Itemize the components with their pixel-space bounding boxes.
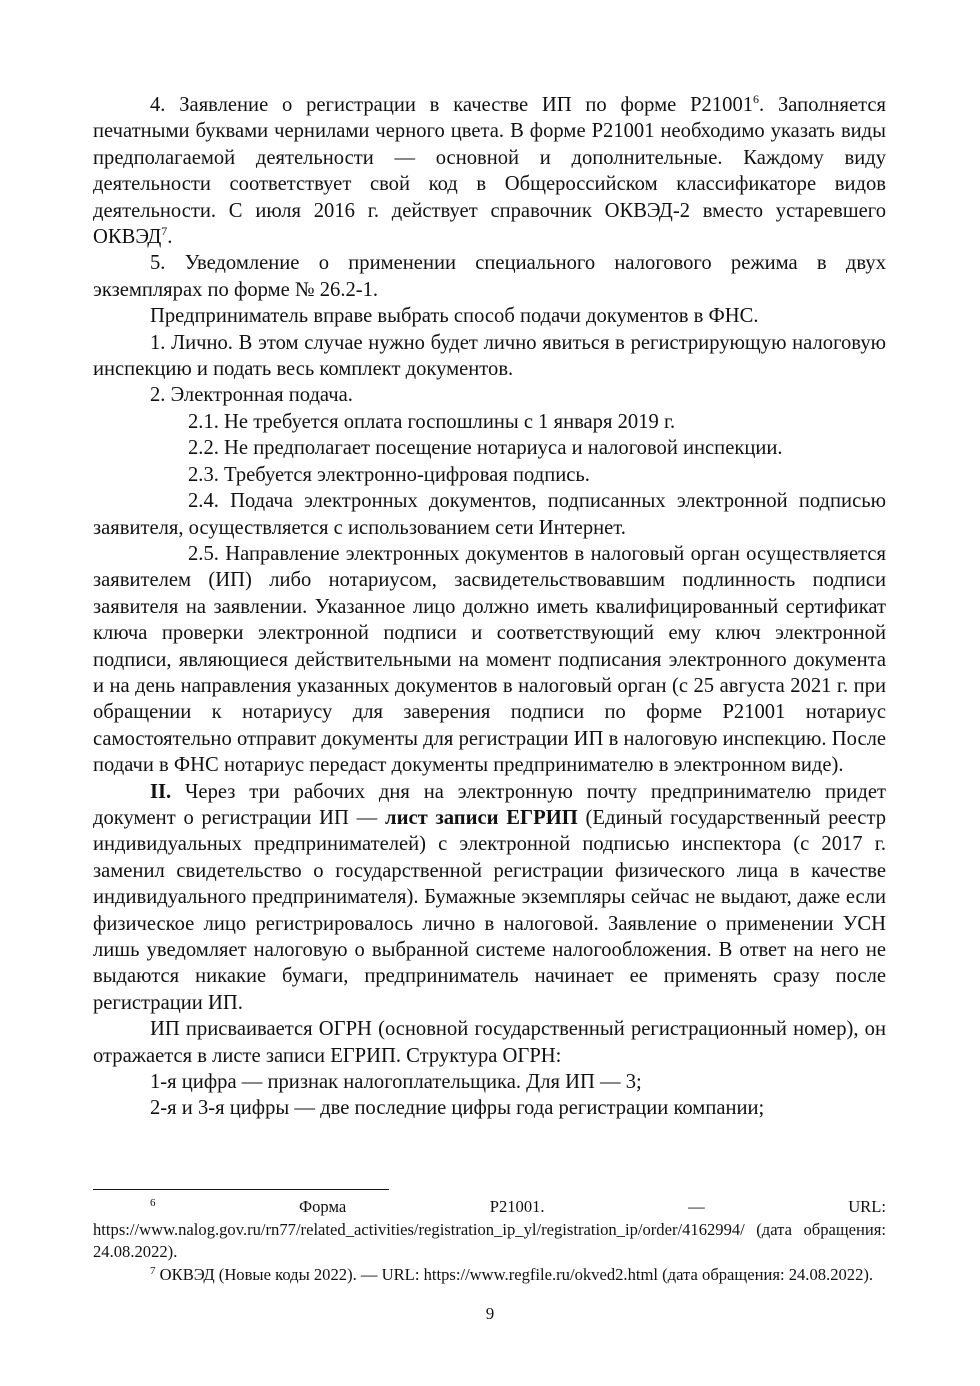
paragraph-2-3: 2.3. Требуется электронно-цифровая подпись. <box>188 463 590 486</box>
footnote-6: $^6$ Форма Р21001. — URL: https://www.nalog.gov.ru/rn77/related_activities/registration_ip_yl/registration_ip/order/4162994/ (дата обращения: 24.08.2022). <box>93 1197 886 1262</box>
footnote-7: $^7$ ОКВЭД (Новые коды 2022). — URL: https://www.regfile.ru/okved2.html (дата обращения: 24.08.2022). <box>150 1264 874 1284</box>
footnote-ref-7[interactable]: 7 <box>161 224 168 239</box>
paragraph-2-1: 2.1. Не требуется оплата госпошлины с 1 января 2019 г. <box>188 410 676 433</box>
footnote-6-text[interactable]: Форма Р21001. — URL: https://www.nalog.gov.ru/rn77/related_activities/registration_ip_yl/registration_ip/order/4162994/ (дата обращения: 24.08.2022). <box>93 1197 886 1262</box>
egrip-term: лист записи ЕГРИП <box>385 806 578 829</box>
paragraph-form-p21001: 4. Заявление о регистрации в качестве ИП по форме Р21001$^6$. Заполняется печатными буквами чернилами черного цвета. В форме Р21001 необходимо указать виды предполагаемой деятельности — основной и дополнительные. Каждому виду деятельности соответствует свой код в Общероссийском классификаторе видов деятельности. С июля 2016 г. действует справочник ОКВЭД-2 вместо устаревшего ОКВЭД$^7$. <box>93 92 886 249</box>
paragraph-electronic: 2. Электронная подача. <box>150 384 353 407</box>
main-text <box>93 92 886 1122</box>
paragraph-tax-regime-notice: 5. Уведомление о применении специального налогового режима в двух экземплярах по форме № 26.2-1. <box>93 252 886 301</box>
page-number: 9 <box>485 1304 495 1323</box>
paragraph-submission-methods: Предприниматель вправе выбрать способ подачи документов в ФНС. <box>150 305 759 328</box>
footnotes <box>93 1196 886 1286</box>
paragraph-2-5: 2.5. Направление электронных документов в налоговый орган осуществляется заявителем (ИП) либо нотариусом, засвидетельствовавшим подлинность подписи заявителя на заявлении. Указанное лицо должно иметь квалифицированный сертификат ключа проверки электронной подписи и соответствующий ему ключ электронной подписи, являющиеся действительными на момент подписания электронного документа и на день направления указанных документов в налоговый орган (с 25 августа 2021 г. при обращении к нотариусу для заверения подписи по форме Р21001 нотариус самостоятельно отправит документы для регистрации ИП в налоговую инспекцию. После подачи в ФНС нотариус передаст документы предпринимателю в электронном виде). <box>93 542 886 777</box>
paragraph-ogrn-digit-1: 1-я цифра — признак налогоплательщика. Для ИП — 3; <box>150 1071 642 1094</box>
footnote-ref-6[interactable]: 6 <box>753 92 760 106</box>
footnote-7-text[interactable]: ОКВЭД (Новые коды 2022). — URL: https://www.regfile.ru/okved2.html (дата обращения: 24.08.2022). <box>155 1264 874 1284</box>
paragraph-ogrn: ИП присваивается ОГРН (основной государственный регистрационный номер), он отражается в листе записи ЕГРИП. Структура ОГРН: <box>93 1018 886 1067</box>
paragraph-egrip: II. Через три рабочих дня на электронную почту предпринимателю придет документ о регистрации ИП — лист записи ЕГРИП (Единый государственный реестр индивидуальных предпринимателей) с электронной подписью инспектора (с 2017 г. заменил свидетельство о государственной регистрации физического лица в качестве индивидуального предпринимателя). Бумажные экземпляры сейчас не выдают, даже если физическое лицо регистрировалось лично в налоговой. Заявление о применении УСН лишь уведомляет налоговую о выбранной системе налогообложения. В ответ на него не выдаются никакие бумаги, предприниматель начинает ее применять сразу после регистрации ИП. <box>93 780 886 1014</box>
paragraph-2-4: 2.4. Подача электронных документов, подписанных электронной подписью заявителя, осуществляется с использованием сети Интернет. <box>93 490 886 539</box>
footnote-divider <box>93 1189 389 1190</box>
paragraph-in-person: 1. Лично. В этом случае нужно будет лично явиться в регистрирующую налоговую инспекцию и подать весь комплект документов. <box>93 331 886 381</box>
paragraph-ogrn-digits-2-3: 2-я и 3-я цифры — две последние цифры года регистрации компании; <box>150 1097 765 1120</box>
paragraph-2-2: 2.2. Не предполагает посещение нотариуса и налоговой инспекции. <box>188 437 783 460</box>
